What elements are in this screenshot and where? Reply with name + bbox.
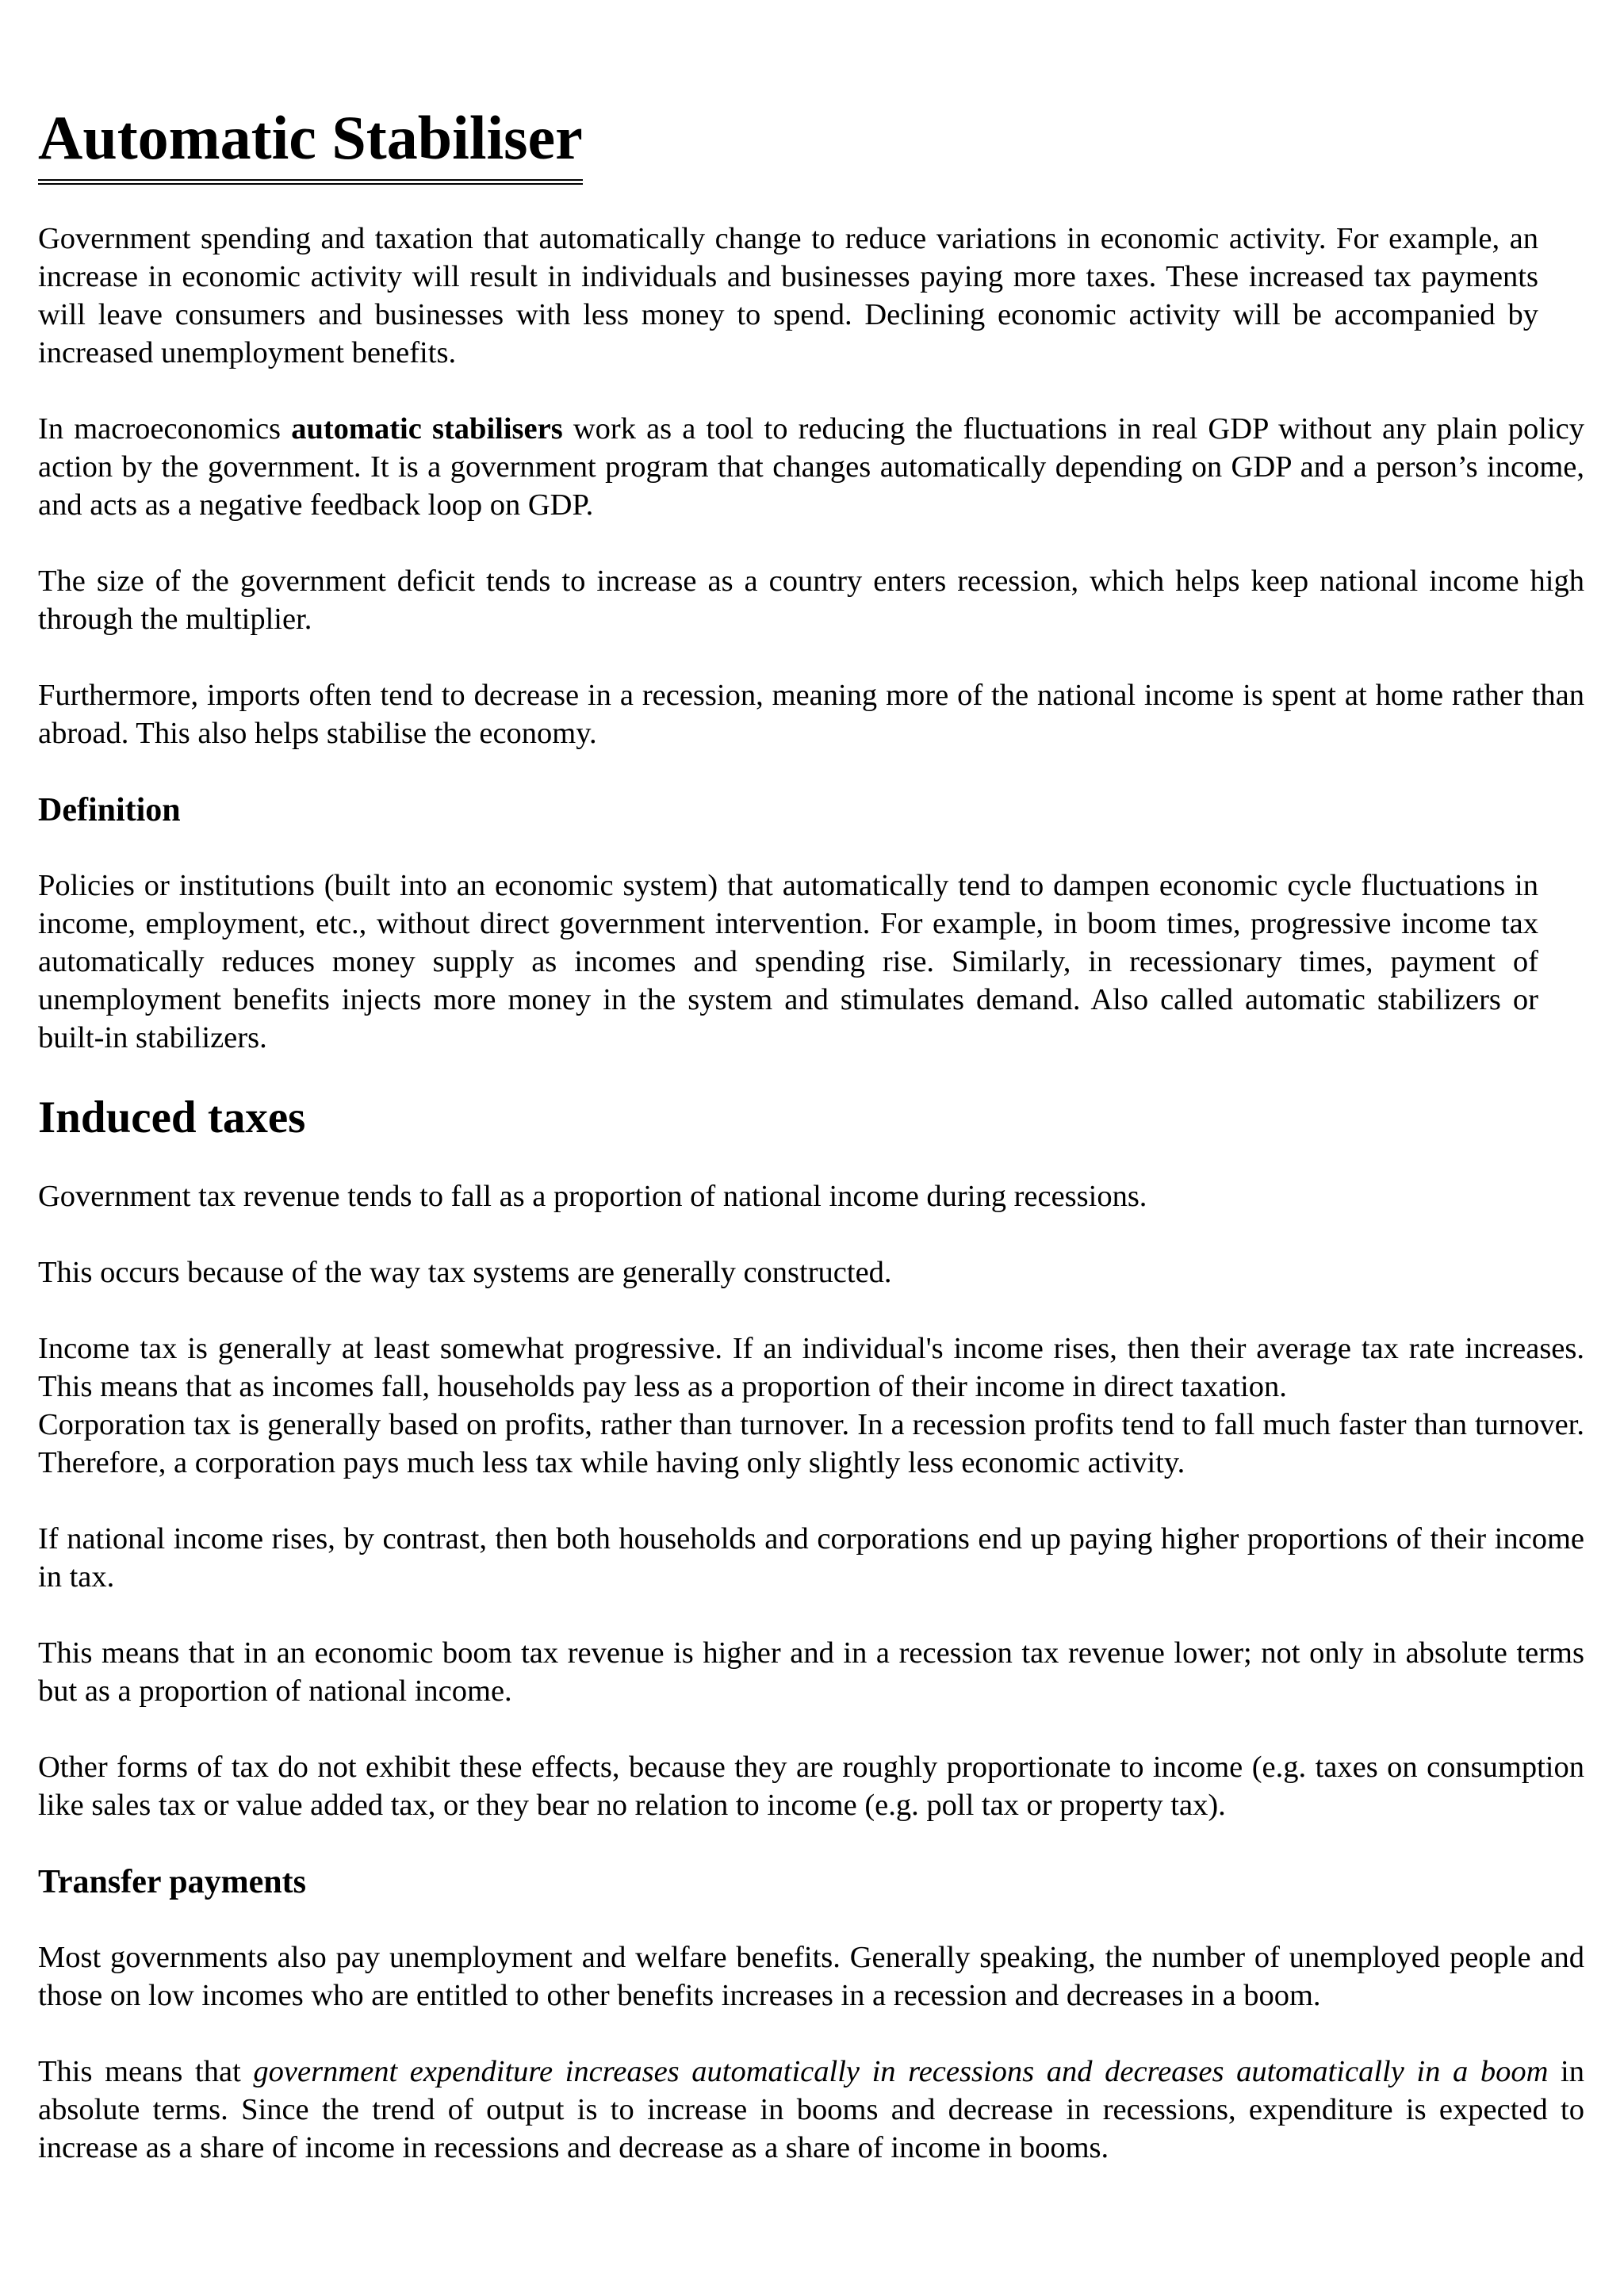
emphasized-statement: government expenditure increases automatically in recessions and decreases automatically in a boom [253,2055,1549,2088]
transfer-payments-paragraph-2 [38,2053,1584,2167]
intro-paragraph-2-start: In macroeconomics [38,412,292,446]
induced-taxes-paragraph-1: Government tax revenue tends to fall as a proportion of national income during recessions. [38,1180,1147,1213]
page-title: Automatic Stabiliser [38,97,583,185]
definition-paragraph: Policies or institutions (built into an economic system) that automatically tend to dampen economic cycle fluctuations in income, employment, etc., without direct government intervention. For example, in boom times, progressive income tax automatically reduces money supply as incomes and spending rise. Similarly, in recessionary times, payment of unemployment benefits injects more money in the system and stimulates demand. Also called automatic stabilizers or built-in stabilizers. [38,869,1538,1054]
intro-paragraph-2 [38,410,1584,524]
intro-paragraph-1: Government spending and taxation that automatically change to reduce variations in economic activity. For example, an increase in economic activity will result in individuals and businesses paying more taxes. These increased tax payments will leave consumers and businesses with less money to spend. Declining economic activity will be accompanied by increased unemployment benefits. [38,222,1538,369]
intro-paragraph-3: The size of the government deficit tends to increase as a country enters recession, which helps keep national income high through the multiplier. [38,564,1584,636]
induced-taxes-paragraph-5: This means that in an economic boom tax revenue is higher and in a recession tax revenue lower; not only in absolute terms but as a proportion of national income. [38,1636,1584,1708]
induced-taxes-section [38,1092,1584,1824]
transfer-payments-section [38,1862,1584,2167]
transfer-payments-heading: Transfer payments [38,1864,306,1900]
income-tax-paragraph: Income tax is generally at least somewhat progressive. If an individual's income rises, then their average tax rate increases. This means that as incomes fall, households pay less as a proportion of their income in direct taxation. [38,1332,1584,1403]
intro-paragraph-4: Furthermore, imports often tend to decrease in a recession, meaning more of the national income is spent at home rather than abroad. This also helps stabilise the economy. [38,679,1584,750]
induced-taxes-paragraph-6: Other forms of tax do not exhibit these effects, because they are roughly proportionate to income (e.g. taxes on consumption like sales tax or value added tax, or they bear no relation to income (e.g. poll tax or property tax). [38,1751,1584,1822]
transfer-payments-paragraph-2-end: in absolute terms. Since the trend of output is to increase in booms and decrease in recessions, expenditure is expected to increase as a share of income in recessions and decrease as a share of income in booms. [38,2055,1584,2164]
induced-taxes-paragraph-4: If national income rises, by contrast, then both households and corporations end up paying higher proportions of their income in tax. [38,1522,1584,1594]
induced-taxes-heading: Induced taxes [38,1093,306,1142]
corporation-tax-paragraph: Corporation tax is generally based on profits, rather than turnover. In a recession profits tend to fall much faster than turnover. Therefore, a corporation pays much less tax while having only slightly less economic activity. [38,1408,1584,1479]
intro-paragraph-2-end: work as a tool to reducing the fluctuations in real GDP without any plain policy action by the government. It is a government program that changes automatically depending on GDP and a person’s income, and acts as a negative feedback loop on GDP. [38,412,1585,522]
definition-section [38,790,1584,1057]
induced-taxes-paragraph-2: This occurs because of the way tax systems are generally constructed. [38,1256,892,1289]
intro-section [38,220,1584,752]
definition-heading: Definition [38,792,181,828]
transfer-payments-paragraph-1: Most governments also pay unemployment and welfare benefits. Generally speaking, the number of unemployed people and those on low incomes who are entitled to other benefits increases in a recession and decreases in a boom. [38,1941,1584,2012]
automatic-stabilisers-term: automatic stabilisers [291,412,563,446]
transfer-payments-paragraph-2-start: This means that [38,2055,254,2088]
